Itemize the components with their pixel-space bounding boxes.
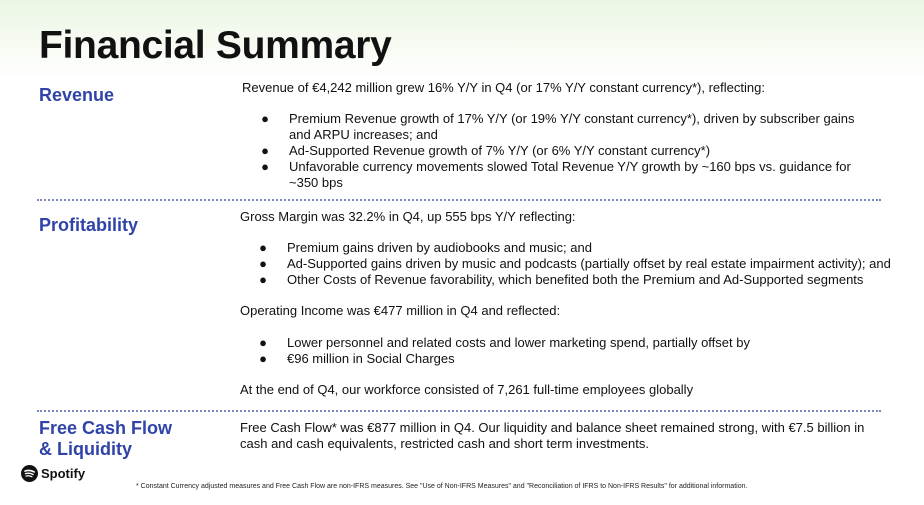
- bullet-icon: ●: [259, 256, 267, 271]
- list-item: ● Premium gains driven by audiobooks and music; and: [256, 240, 896, 256]
- section-label-revenue: Revenue: [39, 85, 115, 105]
- list-item: ● €96 million in Social Charges: [256, 351, 876, 367]
- bullet-icon: ●: [259, 335, 267, 350]
- operating-income-bullet-list: [256, 335, 876, 367]
- section-divider: [37, 410, 881, 412]
- revenue-intro: Revenue of €4,242 million grew 16% Y/Y in Q4 (or 17% Y/Y constant currency*), reflecting:: [242, 80, 765, 95]
- section-divider: [37, 199, 881, 201]
- fcf-label-line2: & Liquidity: [39, 439, 132, 459]
- fcf-text: Free Cash Flow* was €877 million in Q4. Our liquidity and balance sheet remained strong, with €7.5 billion in cash and cash equivalents, restricted cash and short term investments.: [240, 420, 865, 451]
- spotify-icon: [21, 465, 38, 482]
- list-item: ● Lower personnel and related costs and lower marketing spend, partially offset by: [256, 335, 876, 351]
- bullet-icon: ●: [261, 159, 269, 174]
- gross-margin-intro: Gross Margin was 32.2% in Q4, up 555 bps Y/Y reflecting:: [240, 209, 576, 224]
- operating-income-intro: Operating Income was €477 million in Q4 and reflected:: [240, 303, 561, 318]
- revenue-bullet-list: [258, 111, 858, 191]
- section-label-profitability: Profitability: [39, 215, 139, 235]
- section-label-fcf: [39, 418, 172, 460]
- bullet-icon: ●: [261, 111, 269, 126]
- bullet-icon: ●: [259, 272, 267, 287]
- list-item: ● Ad-Supported Revenue growth of 7% Y/Y (or 6% Y/Y constant currency*): [258, 143, 858, 159]
- bullet-icon: ●: [259, 351, 267, 366]
- list-item: ● Premium Revenue growth of 17% Y/Y (or 19% Y/Y constant currency*), driven by subscriber gains and ARPU increases; and: [258, 111, 858, 143]
- list-item: ● Ad-Supported gains driven by music and podcasts (partially offset by real estate impairment activity); and: [256, 256, 896, 272]
- footnote: * Constant Currency adjusted measures and Free Cash Flow are non-IFRS measures. See "Use of Non-IFRS Measures" and "Reconciliation of IFRS to Non-IFRS Results" for additional information.: [136, 483, 748, 490]
- bullet-icon: ●: [261, 143, 269, 158]
- spotify-logo: [21, 465, 85, 482]
- bullet-icon: ●: [259, 240, 267, 255]
- page-title: Financial Summary: [39, 24, 392, 67]
- gross-margin-bullet-list: [256, 240, 896, 288]
- list-item: ● Unfavorable currency movements slowed Total Revenue Y/Y growth by ~160 bps vs. guidance for ~350 bps: [258, 159, 858, 191]
- fcf-label-line1: Free Cash Flow: [39, 418, 173, 438]
- logo-text: Spotify: [41, 466, 86, 481]
- list-item: ● Other Costs of Revenue favorability, which benefited both the Premium and Ad-Supported segments: [256, 272, 896, 288]
- workforce-text: At the end of Q4, our workforce consisted of 7,261 full-time employees globally: [240, 382, 694, 397]
